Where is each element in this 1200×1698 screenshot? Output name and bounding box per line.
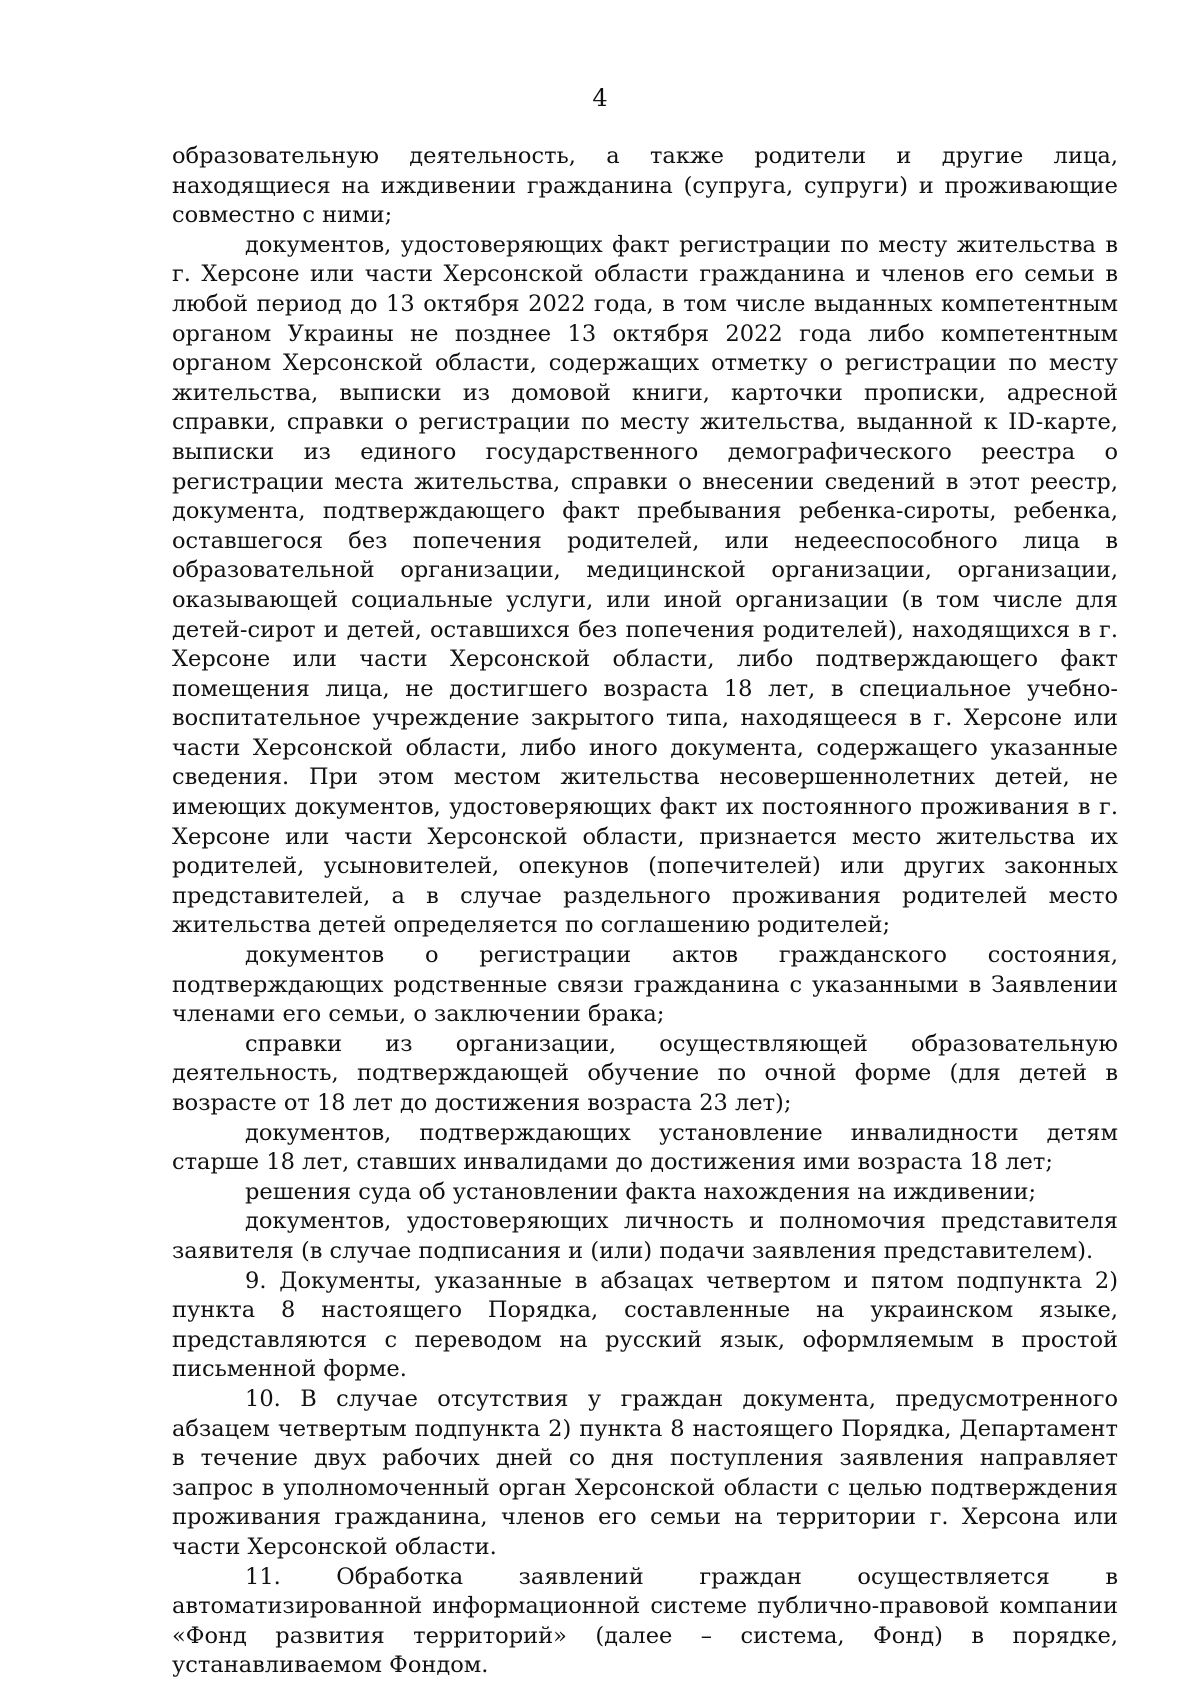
paragraph-residence-documents: документов, удостоверяющих факт регистрации по месту жительства в г. Херсоне или части Херсонской области гражданина и членов его семьи в любой период до 13 октября 2022 года, в том числе выданных компетентным органом Украины не позднее 13 октября 2022 года либо компетентным органом Херсонской области, содержащих отметку о регистрации по месту жительства, выписки из домовой книги, карточки прописки, адресной справки, справки о регистрации по месту жительства, выданной к ID-карте, выписки из единого государственного демографического реестра о регистрации места жительства, справки о внесении сведений в этот реестр, документа, подтверждающего факт пребывания ребенка-сироты, ребенка, оставшегося без попечения родителей, или недееспособного лица в образовательной организации, медицинской организации, организации, оказывающей социальные услуги, или иной организации (в том числе для детей-сирот и детей, оставшихся без попечения родителей), находящихся в г. Херсоне или части Херсонской области, либо подтверждающего факт помещения лица, не достигшего возраста 18 лет, в специальное учебно-воспитательное учреждение закрытого типа, находящееся в г. Херсоне или части Херсонской области, либо иного документа, содержащего указанные сведения. При этом местом жительства несовершеннолетних детей, не имеющих документов, удостоверяющих факт их постоянного проживания в г. Херсоне или части Херсонской области, признается место жительства их родителей, усыновителей, опекунов (попечителей) или других законных представителей, а в случае раздельного проживания родителей место жительства детей определяется по соглашению родителей; (172, 231, 1118, 939)
paragraph-disability-documents: документов, подтверждающих установление инвалидности детям старше 18 лет, ставших инвалидами до достижения ими возраста 18 лет; (172, 1119, 1118, 1176)
paragraph-item-11: 11. Обработка заявлений граждан осуществляется в автоматизированной информационной системе публично-правовой компании «Фонд развития территорий» (далее – система, Фонд) в порядке, устанавливаемом Фондом. (172, 1563, 1118, 1679)
paragraph-item-9: 9. Документы, указанные в абзацах четвертом и пятом подпункта 2) пункта 8 настоящего Порядка, составленные на украинском языке, представляются с переводом на русский язык, оформляемым в простой письменной форме. (172, 1267, 1118, 1383)
paragraph-item-10: 10. В случае отсутствия у граждан документа, предусмотренного абзацем четвертым подпункта 2) пункта 8 настоящего Порядка, Департамент в течение двух рабочих дней со дня поступления заявления направляет запрос в уполномоченный орган Херсонской области с целью подтверждения проживания гражданина, членов его семьи на территории г. Херсона или части Херсонской области. (172, 1385, 1118, 1560)
paragraph-continuation: образовательную деятельность, а также родители и другие лица, находящиеся на иждивении гражданина (супруга, супруги) и проживающие совместно с ними; (172, 143, 1118, 229)
paragraph-court-decision: решения суда об установлении факта нахождения на иждивении; (245, 1178, 1037, 1205)
paragraph-education-certificate: справки из организации, осуществляющей образовательную деятельность, подтверждающей обучение по очной форме (для детей в возрасте от 18 лет до достижения возраста 23 лет); (172, 1030, 1118, 1116)
paragraph-representative-documents: документов, удостоверяющих личность и полномочия представителя заявителя (в случае подписания и (или) подачи заявления представителем). (172, 1208, 1118, 1264)
paragraph-civil-status-documents: документов о регистрации актов гражданского состояния, подтверждающих родственные связи гражданина с указанными в Заявлении членами его семьи, о заключении брака; (172, 942, 1118, 1028)
document-body (172, 142, 1118, 1681)
page-number: 4 (592, 84, 608, 112)
